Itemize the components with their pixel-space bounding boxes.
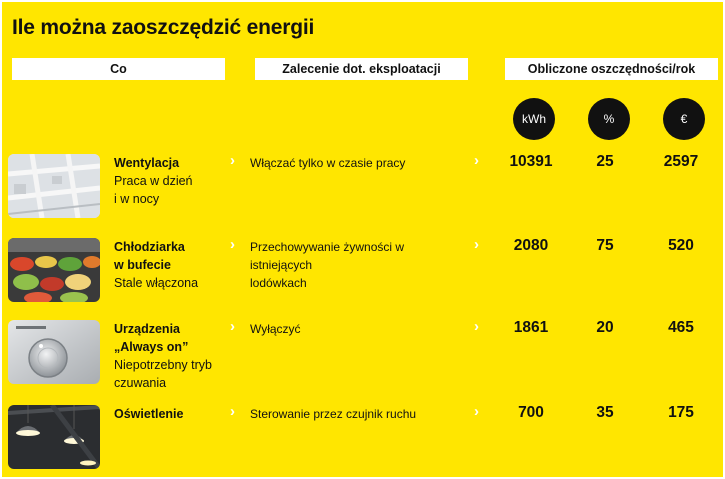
chevron-right-icon: › xyxy=(474,318,479,335)
item-name: Oświetlenie xyxy=(114,407,184,421)
recommendation-text: Wyłączyć xyxy=(250,322,301,336)
euro-value: 520 xyxy=(668,237,694,254)
kwh-value: 10391 xyxy=(509,153,553,170)
chevron-right-icon: › xyxy=(230,403,235,420)
item-name: Urządzenia „Always on” Niepotrzebny tryb czuwania xyxy=(114,322,212,390)
percent-value: 20 xyxy=(596,319,614,336)
header-savings: Obliczone oszczędności/rok xyxy=(505,58,718,80)
percent-value: 25 xyxy=(596,153,614,170)
euro-value: 175 xyxy=(668,404,694,421)
buffet-image xyxy=(8,238,100,302)
kwh-value: 700 xyxy=(518,404,544,421)
chevron-right-icon: › xyxy=(230,318,235,335)
recommendation-text: Sterowanie przez czujnik ruchu xyxy=(250,407,417,421)
page-title: Ile można zaoszczędzić energii xyxy=(12,16,315,39)
table-row xyxy=(2,238,723,308)
table-row xyxy=(2,154,723,224)
kwh-value: 2080 xyxy=(513,237,549,254)
kwh-value: 1861 xyxy=(513,319,549,336)
table-row xyxy=(2,405,723,475)
table-row xyxy=(2,320,723,390)
euro-unit-badge: € xyxy=(663,98,705,140)
savings-panel xyxy=(2,2,723,477)
ventilation-image xyxy=(8,154,100,218)
euro-value: 465 xyxy=(668,319,694,336)
header-recommendation: Zalecenie dot. eksploatacji xyxy=(255,58,468,80)
lighting-image xyxy=(8,405,100,469)
euro-value: 2597 xyxy=(663,153,699,170)
chevron-right-icon: › xyxy=(474,152,479,169)
header-what: Co xyxy=(12,58,225,80)
percent-value: 75 xyxy=(596,237,614,254)
kwh-unit-badge: kWh xyxy=(513,98,555,140)
item-name: Wentylacja Praca w dzień i w nocy xyxy=(114,156,193,206)
chevron-right-icon: › xyxy=(474,236,479,253)
appliance-image xyxy=(8,320,100,384)
chevron-right-icon: › xyxy=(474,403,479,420)
chevron-right-icon: › xyxy=(230,236,235,253)
recommendation-text: Przechowywanie żywności w istniejących lodówkach xyxy=(250,240,405,290)
recommendation-text: Włączać tylko w czasie pracy xyxy=(250,156,406,170)
item-name: Chłodziarka w bufecie Stale włączona xyxy=(114,240,199,290)
percent-unit-badge: % xyxy=(588,98,630,140)
percent-value: 35 xyxy=(596,404,614,421)
chevron-right-icon: › xyxy=(230,152,235,169)
